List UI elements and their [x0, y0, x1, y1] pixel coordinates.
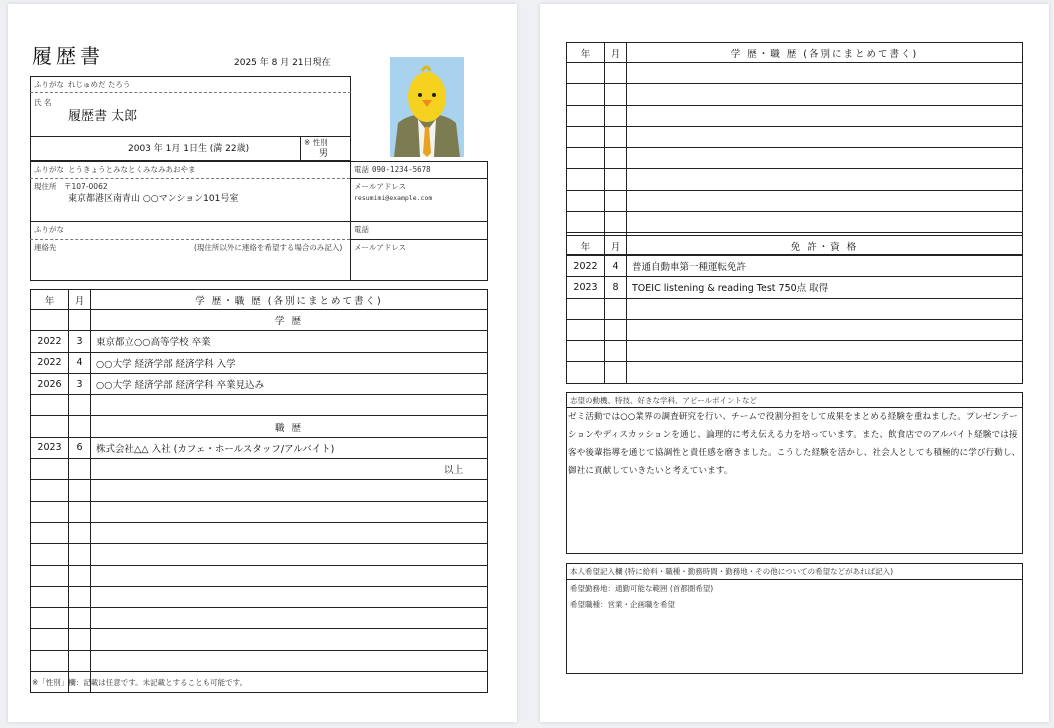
year-cell: 2022: [31, 352, 69, 373]
table-row: [31, 586, 488, 607]
year-cell: [567, 84, 605, 105]
year-cell: 2026: [31, 373, 69, 394]
month-cell: [605, 84, 627, 105]
month-cell: [605, 212, 627, 233]
entry-cell: [91, 629, 488, 650]
entry-cell: [91, 501, 488, 522]
year-cell: [567, 298, 605, 319]
table-row: [31, 331, 488, 352]
license-table: [566, 235, 1023, 384]
entry-cell: TOEIC listening & reading Test 750点 取得: [627, 277, 1023, 298]
contact-furigana-label: ふりがな: [34, 225, 64, 234]
address: 東京都港区南青山 ○○マンション101号室: [68, 194, 239, 204]
year-cell: [567, 169, 605, 190]
request-job-type: 希望職種：営業・企画職を希望: [570, 600, 675, 609]
year-cell: [31, 650, 69, 671]
address-furigana-label: ふりがな: [34, 165, 64, 174]
table-row: [567, 148, 1023, 169]
table-row: [567, 256, 1023, 277]
month-cell: [605, 105, 627, 126]
birth-date: 2003 年 1月 1日生 (満 22歳): [128, 144, 250, 154]
month-cell: 4: [605, 256, 627, 277]
entry-cell: [627, 298, 1023, 319]
year-header: 年: [31, 290, 69, 310]
entry-cell: [91, 522, 488, 543]
table-row: [567, 190, 1023, 211]
table-row: [567, 298, 1023, 319]
entry-cell: 学 歴: [91, 310, 488, 331]
year-cell: [31, 501, 69, 522]
year-cell: [567, 126, 605, 147]
month-cell: [605, 362, 627, 383]
month-cell: [69, 629, 91, 650]
table-header: [567, 236, 1023, 256]
entry-cell: [627, 148, 1023, 169]
postal-code: 〒107-0062: [64, 182, 108, 191]
entry-cell: [627, 63, 1023, 84]
month-cell: [69, 565, 91, 586]
table-row: [31, 437, 488, 458]
year-cell: 2023: [31, 437, 69, 458]
entry-cell: [91, 544, 488, 565]
date-as-of: 2025 年 8 月 21日現在: [234, 58, 331, 68]
table-row: [567, 212, 1023, 233]
table-row: [31, 501, 488, 522]
name-label: 氏 名: [34, 98, 52, 107]
year-cell: [31, 565, 69, 586]
year-cell: [567, 148, 605, 169]
month-cell: 3: [69, 373, 91, 394]
month-header: 月: [605, 43, 627, 63]
entry-cell: [627, 105, 1023, 126]
table-row: [31, 629, 488, 650]
entry-cell: 東京都立○○高等学校 卒業: [91, 331, 488, 352]
year-cell: [31, 480, 69, 501]
year-cell: [31, 395, 69, 416]
entry-cell: [91, 565, 488, 586]
table-row: [567, 63, 1023, 84]
furigana-label: ふりがな: [34, 80, 64, 89]
month-cell: [605, 63, 627, 84]
month-cell: [69, 501, 91, 522]
table-row: [567, 126, 1023, 147]
table-row: [31, 459, 488, 480]
divider: [350, 239, 488, 240]
motivation-text: ゼミ活動では○○業界の調査研究を行い、チームで役割分担をして成果をまとめる経験を重ねました。プレゼンテーションやディスカッションを通じ、論理的に考え伝える力を培っています。また、飲食店でのアルバイト経験では接客や後輩指導を通じて協調性と責任感を磨きました。こうした経験を活かし、社会人としても積極的に学び行動し、御社に貢献していきたいと考えています。: [568, 412, 1021, 476]
table-row: [31, 310, 488, 331]
month-cell: [605, 190, 627, 211]
entry-cell: 普通自動車第一種運転免許: [627, 256, 1023, 277]
divider: [30, 178, 350, 179]
table-row: [567, 341, 1023, 362]
entry-cell: 以上: [91, 459, 488, 480]
address-furigana: とうきょうとみなとくみなみあおやま: [68, 165, 196, 174]
table-row: [31, 480, 488, 501]
request-location: 希望勤務地：通勤可能な範囲 (首都圏希望): [570, 584, 714, 593]
phone-label: 電話: [354, 165, 369, 174]
year-cell: [31, 544, 69, 565]
year-cell: [31, 310, 69, 331]
divider: [350, 178, 488, 179]
table-row: [31, 544, 488, 565]
contact-label: 連絡先: [34, 243, 57, 252]
month-cell: [69, 650, 91, 671]
divider: [30, 92, 351, 93]
entry-cell: [91, 395, 488, 416]
month-header: 月: [69, 290, 91, 310]
year-cell: [567, 362, 605, 383]
entry-cell: [627, 362, 1023, 383]
gender-value: 男: [319, 149, 329, 159]
entry-cell: [627, 84, 1023, 105]
month-cell: 8: [605, 277, 627, 298]
history-table-continued: [566, 42, 1023, 255]
table-row: [567, 169, 1023, 190]
table-row: [567, 105, 1023, 126]
month-cell: [605, 126, 627, 147]
year-cell: [31, 522, 69, 543]
table-header: [567, 43, 1023, 63]
table-row: [31, 373, 488, 394]
table-row: [31, 522, 488, 543]
history-title-header: 学 歴・職 歴 (各別にまとめて書く): [91, 290, 488, 310]
year-cell: [31, 608, 69, 629]
divider: [30, 221, 488, 222]
gender-label: ※ 性別: [304, 138, 328, 147]
id-photo: [390, 57, 464, 157]
year-cell: [31, 586, 69, 607]
resume-page-2: [540, 4, 1049, 722]
divider: [30, 239, 350, 240]
month-cell: [69, 544, 91, 565]
year-header: 年: [567, 43, 605, 63]
table-row: [31, 650, 488, 671]
entry-cell: [91, 608, 488, 629]
contact-note: (現住所以外に連絡を希望する場合のみ記入): [194, 243, 343, 252]
entry-cell: [91, 586, 488, 607]
month-cell: [69, 310, 91, 331]
year-cell: [31, 416, 69, 437]
entry-cell: [91, 650, 488, 671]
month-cell: [69, 480, 91, 501]
table-row: [31, 416, 488, 437]
chick-mascot-icon: [390, 57, 464, 157]
year-cell: [31, 629, 69, 650]
month-cell: 3: [69, 331, 91, 352]
history-title-header: 学 歴・職 歴 (各別にまとめて書く): [627, 43, 1023, 63]
month-cell: [605, 319, 627, 340]
full-name: 履歴書 太郎: [68, 109, 138, 124]
year-cell: 2023: [567, 277, 605, 298]
divider: [566, 579, 1023, 580]
table-header: [31, 290, 488, 310]
entry-cell: [627, 341, 1023, 362]
year-cell: [567, 63, 605, 84]
table-row: [31, 565, 488, 586]
entry-cell: [627, 126, 1023, 147]
divider: [30, 136, 351, 137]
month-cell: [69, 395, 91, 416]
resume-page-1: [8, 4, 517, 722]
month-cell: [605, 298, 627, 319]
contact-phone-label: 電話: [354, 225, 369, 234]
entry-cell: 職 歴: [91, 416, 488, 437]
contact-email-label: メールアドレス: [354, 243, 407, 252]
year-cell: [567, 319, 605, 340]
table-row: [31, 608, 488, 629]
year-cell: 2022: [567, 256, 605, 277]
divider: [300, 136, 301, 161]
furigana-name: れじゅめだ たろう: [68, 80, 131, 89]
table-row: [567, 319, 1023, 340]
phone-number: 090-1234-5678: [372, 165, 431, 174]
year-cell: [567, 190, 605, 211]
email-label: メールアドレス: [354, 182, 407, 191]
month-cell: [69, 416, 91, 437]
month-header: 月: [605, 236, 627, 256]
year-header: 年: [567, 236, 605, 256]
year-cell: [567, 341, 605, 362]
month-cell: [69, 522, 91, 543]
month-cell: [605, 148, 627, 169]
year-cell: 2022: [31, 331, 69, 352]
license-title-header: 免 許・資 格: [627, 236, 1023, 256]
month-cell: 6: [69, 437, 91, 458]
table-row: [31, 395, 488, 416]
table-row: [567, 277, 1023, 298]
entry-cell: [627, 169, 1023, 190]
month-cell: [605, 169, 627, 190]
entry-cell: [627, 190, 1023, 211]
motivation-label: 志望の動機、特技、好きな学科、アピールポイントなど: [570, 396, 758, 405]
month-cell: [69, 459, 91, 480]
year-cell: [567, 105, 605, 126]
email-address: resumimi@example.com: [354, 194, 433, 202]
history-table: [30, 289, 488, 693]
table-row: [567, 362, 1023, 383]
entry-cell: [627, 319, 1023, 340]
month-cell: [605, 341, 627, 362]
month-cell: [69, 586, 91, 607]
entry-cell: [91, 480, 488, 501]
footnote: ※「性別」欄：記載は任意です。未記載とすることも可能です。: [32, 678, 248, 687]
year-cell: [567, 212, 605, 233]
entry-cell: ○○大学 経済学部 経済学科 入学: [91, 352, 488, 373]
entry-cell: [627, 212, 1023, 233]
address-label: 現住所: [34, 182, 57, 191]
year-cell: [31, 459, 69, 480]
entry-cell: ○○大学 経済学部 経済学科 卒業見込み: [91, 373, 488, 394]
entry-cell: 株式会社△△ 入社 (カフェ・ホールスタッフ/アルバイト): [91, 437, 488, 458]
table-row: [31, 352, 488, 373]
month-cell: [69, 608, 91, 629]
resume-title: 履歴書: [32, 44, 104, 68]
request-label: 本人希望記入欄 (特に給料・職種・勤務時間・勤務地・その他についての希望などがあれば記入): [570, 567, 894, 576]
month-cell: 4: [69, 352, 91, 373]
table-row: [567, 84, 1023, 105]
